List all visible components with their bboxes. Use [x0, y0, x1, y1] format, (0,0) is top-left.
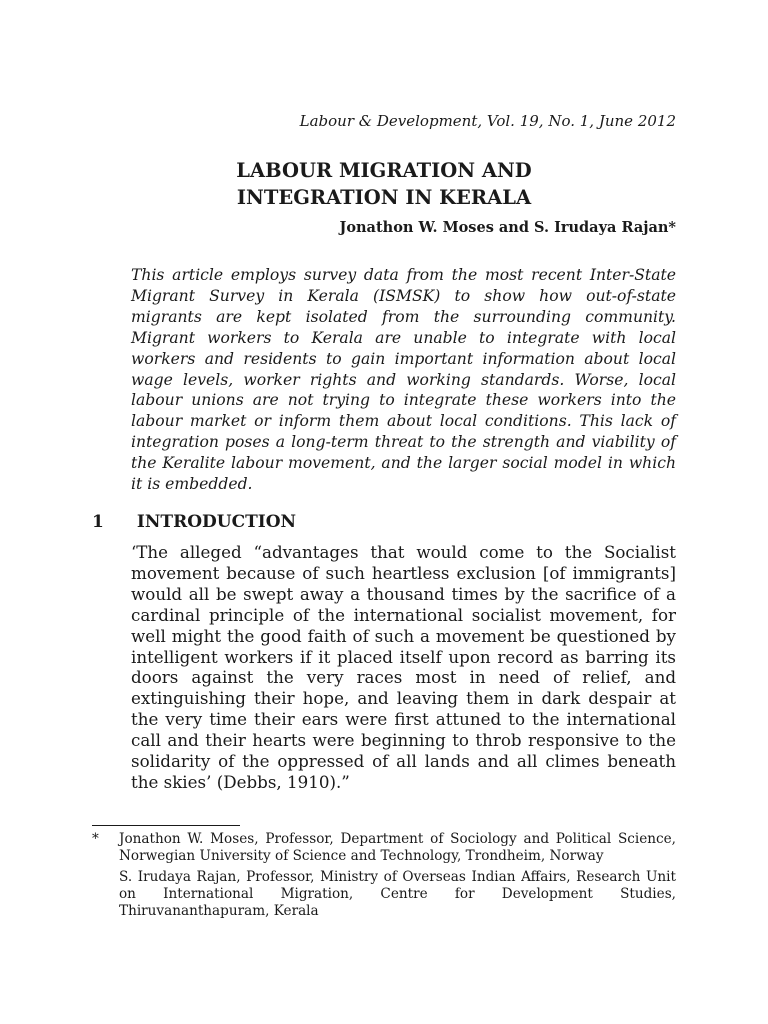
intro-quote: ‘The alleged “advantages that would come to the Socialist movement because of such heartless exclusion [of immigrants] would all be swept away a thousand times by the sacrifice of a cardinal principle of the international socialist movement, for well might the good faith of such a movement be questioned by intelligent workers if it placed itself upon record as barring its doors against the very races most in need of relief, and extinguishing their hope, and leaving them in dark despair at the very time their ears were first attuned to the international call and their hearts were beginning to throb responsive to the solidarity of the oppressed of all lands and all climes beneath the skies’ (Debbs, 1910).” — [131, 542, 676, 792]
article-title-line-1: LABOUR MIGRATION AND — [236, 159, 532, 182]
footnote-author-1: Jonathon W. Moses, Professor, Department of Sociology and Political Science, Norwegian University of Science and Technology, Trondheim, Norway — [119, 831, 676, 864]
running-head: Labour & Development, Vol. 19, No. 1, June 2012 — [299, 112, 676, 130]
footnote-rule — [92, 825, 240, 826]
author-line: Jonathon W. Moses and S. Irudaya Rajan* — [339, 219, 676, 236]
article-title-line-2: INTEGRATION IN KERALA — [236, 186, 532, 209]
section-number: 1 — [92, 512, 104, 532]
footnote-marker: * — [92, 831, 99, 847]
article-title — [0, 157, 768, 211]
section-title: INTRODUCTION — [136, 512, 297, 532]
section-heading — [92, 512, 692, 532]
footnote-author-2: S. Irudaya Rajan, Professor, Ministry of Overseas Indian Affairs, Research Unit on International Migration, Centre for Development Studies, Thiruvananthapuram, Kerala — [119, 869, 676, 919]
abstract: This article employs survey data from the most recent Inter-State Migrant Survey in Kerala (ISMSK) to show how out-of-state migrants are kept isolated from the surrounding community. Migrant workers to Kerala are unable to integrate with local workers and residents to gain important information about local wage levels, worker rights and working standards. Worse, local labour unions are not trying to integrate these workers into the labour market or inform them about local conditions. This lack of integration poses a long-term threat to the strength and viability of the Keralite labour movement, and the larger social model in which it is embedded. — [131, 266, 676, 494]
